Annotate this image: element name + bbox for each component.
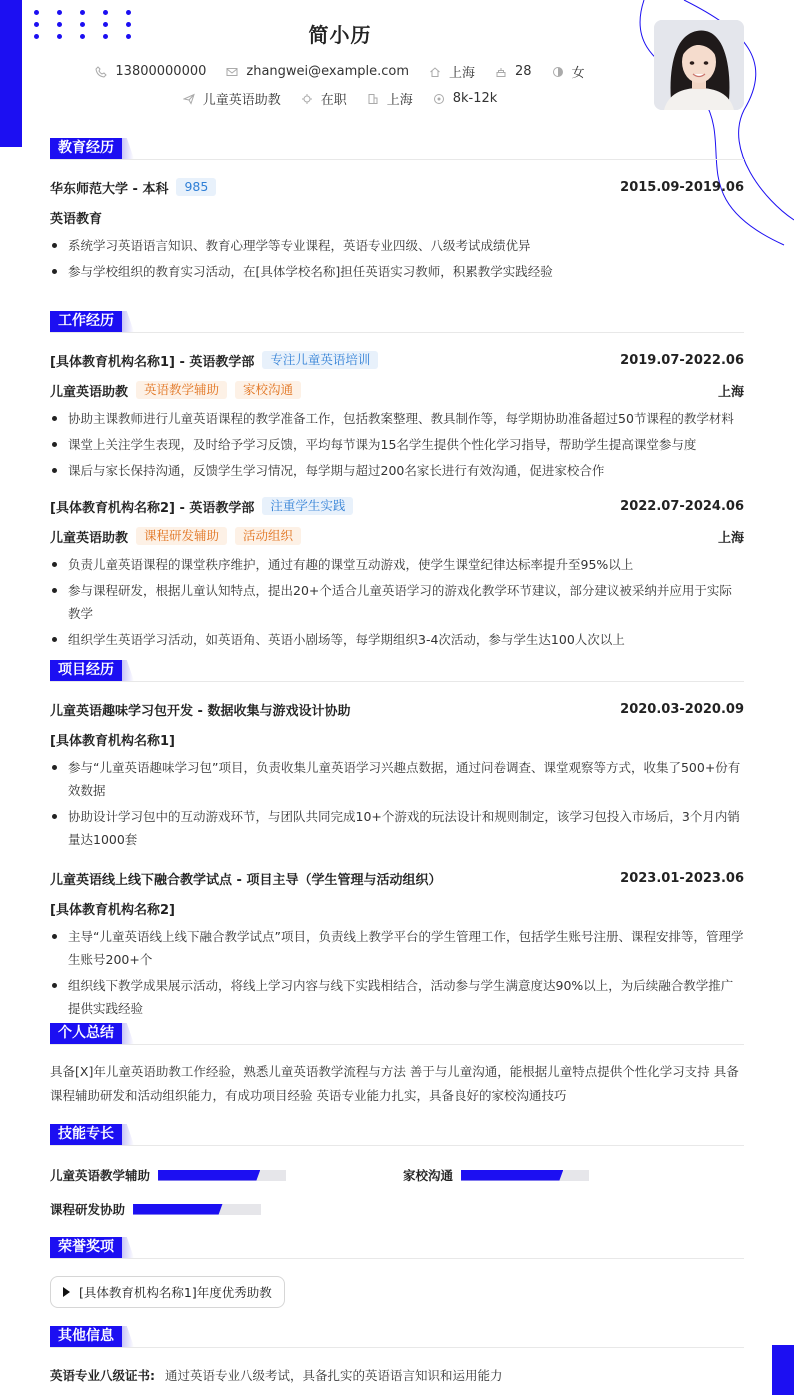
job-entry-header <box>50 497 744 515</box>
section-header <box>50 660 744 682</box>
status-icon <box>301 93 313 105</box>
list-item: 组织线下教学成果展示活动，将线上学习内容与线下实践相结合，活动参与学生满意度达90%以上，为后续融合教学推广提供实践经验 <box>50 974 744 1020</box>
projects-section <box>50 660 744 1020</box>
candidate-name: 简小历 <box>308 23 372 47</box>
job-city: 上海 <box>717 530 744 546</box>
email-text: zhangwei@example.com <box>246 64 410 79</box>
send-icon <box>183 93 195 105</box>
home-icon <box>429 66 441 78</box>
project-bullets <box>50 756 744 851</box>
job-org: [具体教育机构名称1] - 英语教学部 <box>50 354 255 370</box>
list-item: 系统学习英语语言知识、教育心理学等专业课程，英语专业四级、八级考试成绩优异 <box>50 234 744 257</box>
project-period: 2020.03-2020.09 <box>620 701 744 717</box>
gender-text: 女 <box>571 66 585 81</box>
summary-section <box>50 1023 744 1108</box>
job-period: 2019.07-2022.06 <box>620 352 744 368</box>
skill-item <box>50 1200 261 1218</box>
skill-bar <box>461 1170 589 1181</box>
summary-text: 具备[X]年儿童英语助教工作经验，熟悉儿童英语教学流程与方法 善于与儿童沟通，能根据儿童特点提供个性化学习支持 具备课程辅助研发和活动组织能力，有成功项目经验 英语专业能力扎实，具备良好的家校沟通技巧 <box>50 1064 739 1103</box>
role-tag: 英语教学辅助 <box>136 381 227 399</box>
gender-info <box>552 62 585 81</box>
building-icon <box>367 93 379 105</box>
section-title: 工作经历 <box>50 311 122 332</box>
list-item: 参与课程研发，根据儿童认知特点，提出20+个适合儿童英语学习的游戏化教学环节建议，部分建议被采纳并应用于实际教学 <box>50 579 744 625</box>
skill-name: 家校沟通 <box>403 1168 454 1183</box>
project-org: [具体教育机构名称1] <box>50 733 175 749</box>
salary-info <box>433 89 498 108</box>
project-org-row <box>50 899 744 917</box>
section-title: 教育经历 <box>50 138 122 159</box>
job-tag: 注重学生实践 <box>262 497 353 515</box>
phone-text: 13800000000 <box>115 64 207 79</box>
section-title: 个人总结 <box>50 1023 122 1044</box>
contact-row <box>0 62 680 81</box>
education-bullets <box>50 234 744 283</box>
project-bullets <box>50 925 744 1020</box>
age-icon <box>495 66 507 78</box>
skills-section <box>50 1124 744 1217</box>
list-item: 课堂上关注学生表现，及时给予学习反馈，平均每节课为15名学生提供个性化学习指导，帮助学生提高课堂参与度 <box>50 433 744 456</box>
job-role-row <box>50 381 744 399</box>
accent-bar-bottom-right <box>772 1345 794 1395</box>
job-city: 上海 <box>717 384 744 400</box>
section-title: 其他信息 <box>50 1326 122 1347</box>
project-org: [具体教育机构名称2] <box>50 902 175 918</box>
list-item: 协助设计学习包中的互动游戏环节，与团队共同完成10+个游戏的玩法设计和规则制定，该学习包投入市场后，3个月内销量达1000套 <box>50 805 744 851</box>
status-text: 在职 <box>320 93 347 108</box>
section-header <box>50 1326 744 1348</box>
list-item: 负责儿童英语课程的课堂秩序维护，通过有趣的课堂互动游戏，使学生课堂纪律达标率提升至95%以上 <box>50 553 744 576</box>
skill-bar-fill <box>461 1170 563 1181</box>
job-entry-header <box>50 351 744 369</box>
school-name: 华东师范大学 - 本科 <box>50 181 169 197</box>
job-role: 儿童英语助教 <box>50 530 129 546</box>
project-name: 儿童英语趣味学习包开发 - 数据收集与游戏设计协助 <box>50 703 351 719</box>
play-triangle-icon <box>63 1287 70 1297</box>
job-period: 2022.07-2024.06 <box>620 498 744 514</box>
salary-text: 8k-12k <box>452 91 498 106</box>
gender-icon <box>552 66 564 78</box>
city-info <box>429 62 475 81</box>
project-period: 2023.01-2023.06 <box>620 870 744 886</box>
skill-bar-fill <box>158 1170 260 1181</box>
project-entry-header <box>50 700 744 718</box>
major-row <box>50 208 744 226</box>
skill-bar <box>133 1204 261 1215</box>
honors-section <box>50 1237 744 1308</box>
other-info-row <box>50 1366 744 1384</box>
profile-photo <box>654 20 744 110</box>
position-text: 儿童英语助教 <box>202 93 281 108</box>
phone-info <box>95 62 206 81</box>
age-info <box>495 62 532 81</box>
school-tag: 985 <box>176 178 216 196</box>
list-item: 课后与家长保持沟通，反馈学生学习情况，每学期与超过200名家长进行有效沟通，促进家校合作 <box>50 459 744 482</box>
section-title: 技能专长 <box>50 1124 122 1145</box>
section-header <box>50 1237 744 1259</box>
job-bullets <box>50 553 744 651</box>
award-item[interactable] <box>50 1276 285 1308</box>
work-city-info <box>367 89 413 108</box>
list-item: 参与学校组织的教育实习活动，在[具体学校名称]担任英语实习教师，积累教学实践经验 <box>50 260 744 283</box>
phone-icon <box>95 66 107 78</box>
education-section <box>50 138 744 283</box>
job-intent-row <box>0 89 680 108</box>
other-section <box>50 1326 744 1384</box>
job-tag: 专注儿童英语培训 <box>262 351 378 369</box>
other-info-text: 通过英语专业八级考试，具备扎实的英语语言知识和运用能力 <box>164 1368 503 1383</box>
section-header <box>50 1124 744 1146</box>
role-tag: 家校沟通 <box>235 381 301 399</box>
education-period: 2015.09-2019.06 <box>620 179 744 195</box>
award-text: [具体教育机构名称1]年度优秀助教 <box>79 1285 272 1300</box>
list-item: 组织学生英语学习活动，如英语角、英语小剧场等，每学期组织3-4次活动，参与学生达100人次以上 <box>50 628 744 651</box>
section-header <box>50 311 744 333</box>
project-org-row <box>50 730 744 748</box>
list-item: 协助主课教师进行儿童英语课程的教学准备工作，包括教案整理、教具制作等，每学期协助准备超过50节课程的教学材料 <box>50 407 744 430</box>
project-name: 儿童英语线上线下融合教学试点 - 项目主导（学生管理与活动组织） <box>50 872 442 888</box>
job-bullets <box>50 407 744 482</box>
list-item: 主导“儿童英语线上线下融合教学试点”项目，负责线上教学平台的学生管理工作，包括学生账号注册、课程安排等，管理学生账号200+个 <box>50 925 744 971</box>
status-info <box>301 89 347 108</box>
section-header <box>50 1023 744 1045</box>
list-item: 参与“儿童英语趣味学习包”项目，负责收集儿童英语学习兴趣点数据，通过问卷调查、课堂观察等方式，收集了500+份有效数据 <box>50 756 744 802</box>
job-org: [具体教育机构名称2] - 英语教学部 <box>50 500 255 516</box>
other-info-label: 英语专业八级证书: <box>50 1368 155 1383</box>
skill-bar <box>158 1170 286 1181</box>
job-role: 儿童英语助教 <box>50 384 129 400</box>
section-title: 荣誉奖项 <box>50 1237 122 1258</box>
major: 英语教育 <box>50 211 103 227</box>
skill-item <box>403 1166 589 1184</box>
age-text: 28 <box>515 64 532 79</box>
salary-icon <box>433 93 445 105</box>
skill-item <box>50 1166 286 1184</box>
education-entry-header <box>50 178 744 196</box>
job-role-row <box>50 527 744 545</box>
role-tag: 活动组织 <box>235 527 301 545</box>
skill-name: 课程研发协助 <box>50 1202 126 1217</box>
section-header <box>50 138 744 160</box>
project-entry-header <box>50 869 744 887</box>
work-section <box>50 311 744 651</box>
mail-icon <box>226 66 238 78</box>
section-title: 项目经历 <box>50 660 122 681</box>
role-tag: 课程研发辅助 <box>136 527 227 545</box>
email-info <box>226 62 409 81</box>
position-info <box>183 89 281 108</box>
skill-name: 儿童英语教学辅助 <box>50 1168 151 1183</box>
skill-bar-fill <box>133 1204 223 1215</box>
city-text: 上海 <box>449 66 476 81</box>
work-city-text: 上海 <box>386 93 413 108</box>
